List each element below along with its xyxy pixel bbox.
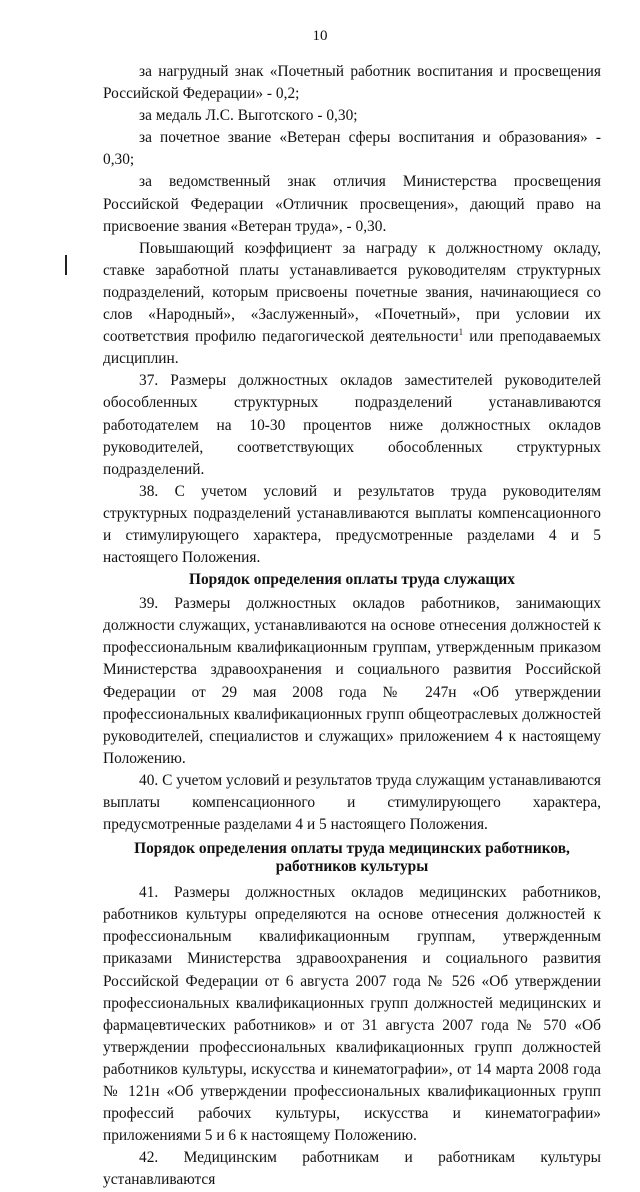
document-body [103,61,601,1192]
heading-medical-line-1: Порядок определения оплаты труда медицинских работников, [134,840,570,858]
paragraph-37: 37. Размеры должностных окладов заместителей руководителей обособленных структурных подразделений устанавливаются работодателем на 10-30 процентов ниже должностных окладов руководителей, соответствующих обособленных структурных подразделений. [103,372,601,478]
paragraph-award-badge: за нагрудный знак «Почетный работник воспитания и просвещения Российской Федерации» - 0,2; [103,63,601,103]
footnote-marker: 1 [458,327,464,337]
paragraph-coefficient [103,238,601,371]
coefficient-text-before: Повышающий коэффициент за награду к должностному окладу, ставке заработной платы устанавливается руководителям структурных подразделений, которым присвоены почетные звания, начинающиеся со слов «Народный», «Заслуженный», «Почетный», при условии их соответствия профилю педагогической деятельности [103,239,601,346]
paragraph-award-medal: за медаль Л.С. Выготского - 0,30; [139,107,358,125]
paragraph-award-dept: за ведомственный знак отличия Министерства просвещения Российской Федерации «Отличник просвещения», дающий право на присвоение звания «Ветеран труда», - 0,30. [103,173,601,235]
paragraph-42: 42. Медицинским работникам и работникам культуры устанавливаются [103,1149,601,1189]
paragraph-40: 40. С учетом условий и результатов труда служащим устанавливаются выплаты компенсационного и стимулирующего характера, предусмотренные разделами 4 и 5 настоящего Положения. [103,771,601,834]
paragraph-award-title: за почетное звание «Ветеран сферы воспитания и образования» - 0,30; [103,129,601,169]
paragraph-39: 39. Размеры должностных окладов работников, занимающих должности служащих, устанавливаются на основе отнесения должностей к профессиональным квалификационным группам, утвержденным приказом Министерства здравоохранения и социального развития Российской Федерации от 29 мая 2008 года № 247н «Об утверждении профессиональных квалификационных групп общеотраслевых должностей руководителей, специалистов и служащих» приложением 4 к настоящему Положению. [103,595,601,767]
heading-employees-pay: Порядок определения оплаты труда служащих [189,571,515,589]
paragraph-38: 38. С учетом условий и результатов труда руководителям структурных подразделений устанавливаются выплаты компенсационного и стимулирующего характера, предусмотренные разделами 4 и 5 настоящего Положения. [103,482,601,567]
paragraph-41: 41. Размеры должностных окладов медицинских работников, работников культуры определяются на основе отнесения должностей к профессиональным квалификационным группам, утвержденным приказами Министерства здравоохранения и социального развития Российской Федерации от 6 августа 2007 года № 526 «Об утверждении профессиональных квалификационных групп должностей медицинских и фармацевтических работников» и от 31 августа 2007 года № 570 «Об утверждении профессиональных квалификационных групп должностей работников культуры, искусства и кинематографии», от 14 марта 2008 года № 121н «Об утверждении профессиональных квалификационных групп профессий рабочих культуры, искусства и кинематографии» приложениями 5 и 6 к настоящему Положению. [103,884,601,1145]
margin-mark [65,255,67,275]
heading-medical-line-2: работников культуры [275,858,429,876]
heading-medical-culture-pay [103,840,601,876]
page-number: 10 [312,28,328,44]
coefficient-text-after: или преподаваемых дисциплин. [103,328,601,368]
